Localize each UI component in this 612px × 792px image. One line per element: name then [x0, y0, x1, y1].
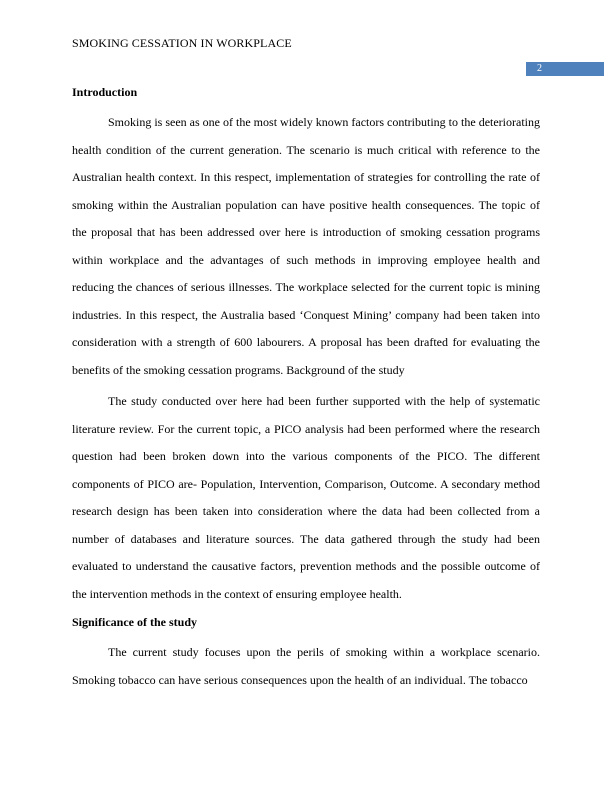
study-paragraph: The study conducted over here had been further supported with the help of systematic literature review. For the current topic, a PICO analysis had been performed where the research question had been broken down into the various components of the PICO. The different components of PICO are- Population, Intervention, Comparison, Outcome. A secondary method research design has been taken into consideration where the data had been collected from a number of databases and literature sources. The data gathered through the study had been evaluated to understand the causative factors, prevention methods and the possible outcome of the intervention methods in the context of ensuring employee health. [72, 394, 540, 601]
significance-heading: Significance of the study [72, 615, 198, 629]
running-head-title: SMOKING CESSATION IN WORKPLACE [72, 36, 292, 50]
introduction-heading: Introduction [72, 85, 138, 99]
significance-paragraph: The current study focuses upon the perils of smoking within a workplace scenario. Smoking tobacco can have serious consequences upon the health of an individual. The tobacco [72, 645, 540, 687]
page-number: 2 [537, 63, 542, 74]
page-number-badge [526, 62, 604, 76]
introduction-paragraph: Smoking is seen as one of the most widely known factors contributing to the deteriorating health condition of the current generation. The scenario is much critical with reference to the Australian health context. In this respect, implementation of strategies for controlling the rate of smoking within the Australian population can have positive health consequences. The topic of the proposal that has been addressed over here is introduction of smoking cessation programs within workplace and the advantages of such methods in improving employee health and reducing the chances of serious illnesses. The workplace selected for the current topic is mining industries. In this respect, the Australia based ‘Conquest Mining’ company had been taken into consideration with a strength of 600 labourers. A proposal has been drafted for evaluating the benefits of the smoking cessation programs. Background of the study [72, 115, 540, 377]
document-body [72, 82, 540, 694]
